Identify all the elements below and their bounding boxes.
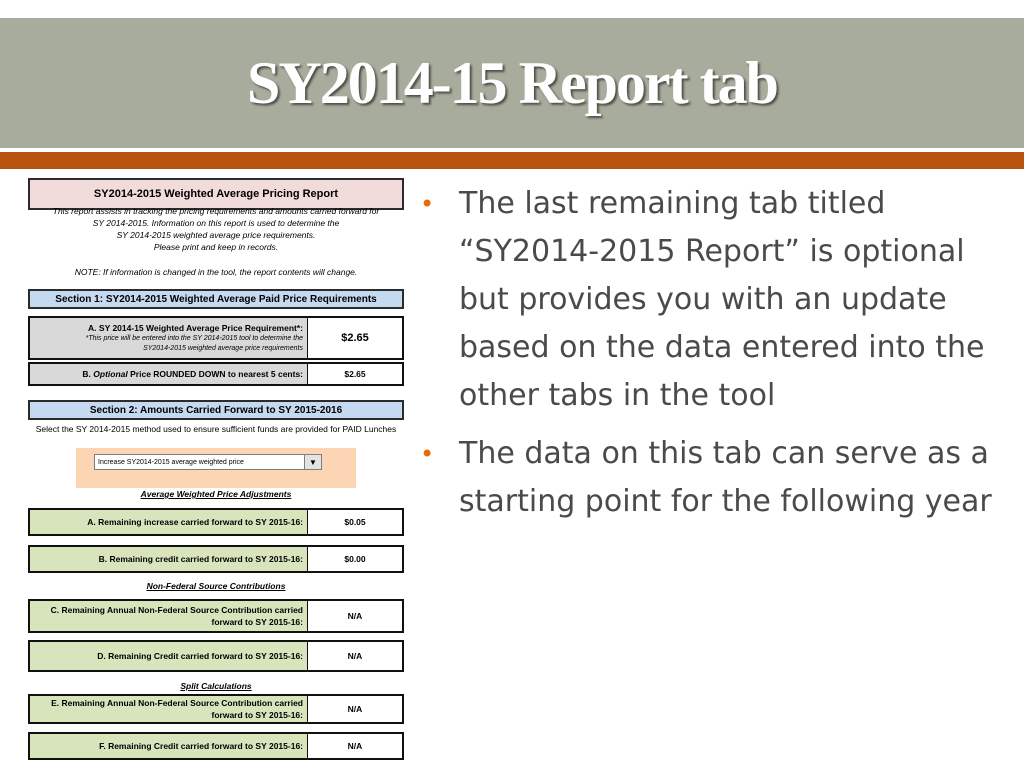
chevron-down-icon[interactable]: ▼ — [304, 455, 321, 469]
bullet-list — [420, 180, 1020, 536]
row-b-value: $2.65 — [308, 364, 402, 384]
row-c-label: forward to SY 2015-16: — [211, 617, 303, 627]
row-a-value: $0.05 — [308, 510, 402, 534]
section-2-row-c — [28, 599, 404, 633]
section-1-header: Section 1: SY2014-2015 Weighted Average Paid Price Requirements — [28, 289, 404, 309]
row-e-label: E. Remaining Annual Non-Federal Source Contribution carried — [51, 698, 303, 708]
accent-bar — [0, 152, 1024, 169]
row-b-label: Price ROUNDED DOWN to nearest 5 cents: — [130, 369, 303, 379]
row-a-value: $2.65 — [308, 318, 402, 358]
row-b-label: B. Remaining credit carried forward to SY 2015-16: — [30, 547, 308, 571]
subheading-avg: Average Weighted Price Adjustments — [140, 489, 292, 499]
section-1-row-b — [28, 362, 404, 386]
row-e-value: N/A — [308, 696, 402, 722]
report-note: NOTE: If information is changed in the tool, the report contents will change. — [74, 267, 358, 277]
intro-line: SY 2014-2015. Information on this report is used to determine the — [92, 218, 340, 228]
dropdown-value: Increase SY2014-2015 average weighted price — [98, 458, 244, 466]
subheading-split: Split Calculations — [180, 681, 252, 691]
bullet-text: The last remaining tab titled “SY2014-2015 Report” is optional but provides you with an update based on the data entered into the other tabs in the tool — [459, 186, 985, 413]
row-f-value: N/A — [308, 734, 402, 758]
row-a-footnote: SY2014-2015 weighted average price requirements — [143, 345, 303, 352]
row-f-label: F. Remaining Credit carried forward to SY 2015-16: — [30, 734, 308, 758]
row-label — [30, 601, 308, 631]
intro-line: Please print and keep in records. — [153, 242, 279, 252]
report-intro — [26, 205, 406, 253]
row-d-label: D. Remaining Credit carried forward to SY 2015-16: — [30, 642, 308, 670]
row-c-label: C. Remaining Annual Non-Federal Source Contribution carried — [50, 605, 303, 615]
row-b-prefix: B. — [82, 369, 91, 379]
row-b-optional: Optional — [93, 369, 128, 379]
section-2-row-f — [28, 732, 404, 760]
section-1-row-a — [28, 316, 404, 360]
section-2-row-e — [28, 694, 404, 724]
intro-line: SY 2014-2015 weighted average price requirements. — [116, 230, 316, 240]
row-b-value: $0.00 — [308, 547, 402, 571]
report-header: SY2014-2015 Weighted Average Pricing Report — [28, 178, 404, 210]
row-a-label: A. SY 2014-15 Weighted Average Price Requirement*: — [88, 323, 303, 333]
subheading-nonfed: Non-Federal Source Contributions — [146, 581, 286, 591]
row-a-footnote: *This price will be entered into the SY 2014-2015 tool to determine the — [85, 335, 303, 342]
section-2-row-d — [28, 640, 404, 672]
select-prompt: Select the SY 2014-2015 method used to ensure sufficient funds are provided for PAID Lunches — [35, 424, 397, 434]
row-e-label: forward to SY 2015-16: — [211, 710, 303, 720]
row-label — [30, 696, 308, 722]
bullet-text: The data on this tab can serve as a starting point for the following year — [459, 436, 992, 519]
row-d-value: N/A — [308, 642, 402, 670]
intro-line: This report assists in tracking the pricing requirements and amounts carried forward for — [52, 206, 380, 216]
slide-title: SY2014-15 Report tab — [247, 49, 777, 116]
bullet-item — [420, 430, 1020, 526]
section-2-row-b — [28, 545, 404, 573]
method-dropdown[interactable] — [94, 454, 322, 470]
row-a-label: A. Remaining increase carried forward to SY 2015-16: — [30, 510, 308, 534]
row-label — [30, 364, 308, 384]
report-screenshot — [26, 178, 406, 762]
bullet-item — [420, 180, 1020, 420]
section-2-row-a — [28, 508, 404, 536]
row-c-value: N/A — [308, 601, 402, 631]
bullet-dot-icon: • — [420, 440, 435, 468]
bullet-dot-icon: • — [420, 190, 435, 218]
row-label — [30, 318, 308, 358]
section-2-header: Section 2: Amounts Carried Forward to SY 2015-2016 — [28, 400, 404, 420]
